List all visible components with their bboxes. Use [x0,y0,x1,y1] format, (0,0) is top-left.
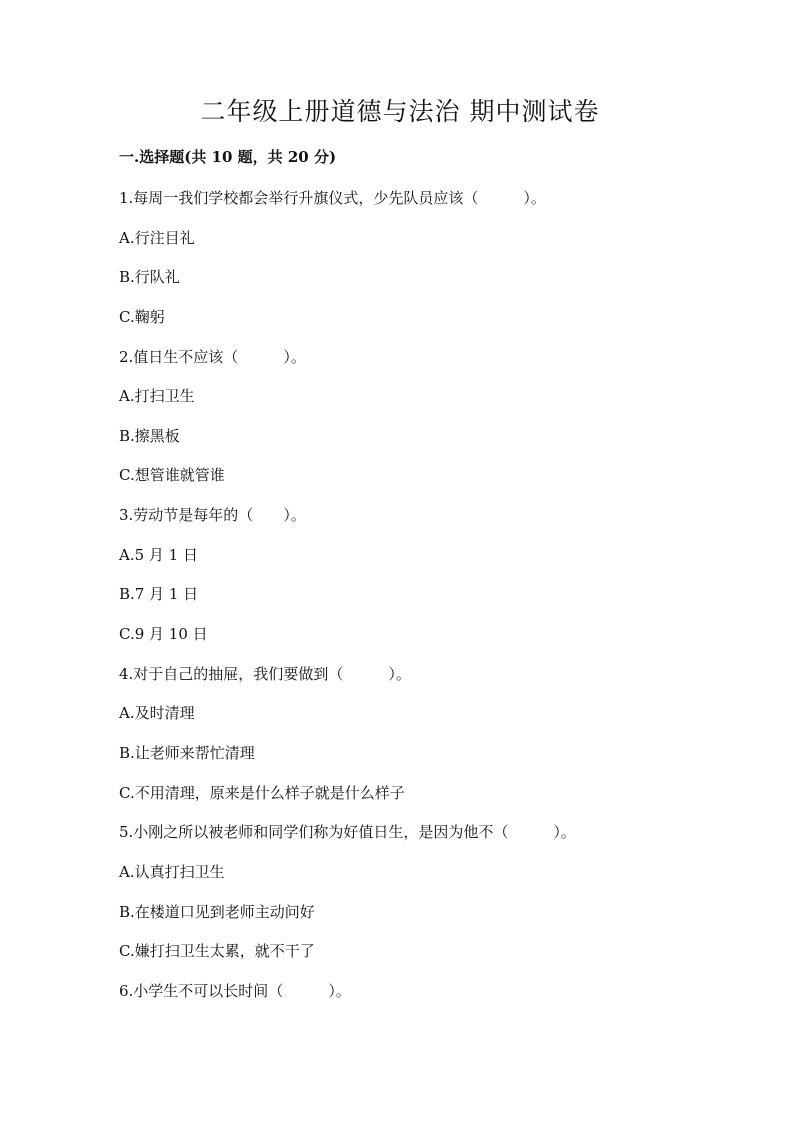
question-4: 4.对于自己的抽屉，我们要做到（ ）。 [119,664,411,683]
question-1-option-c: C.鞠躬 [119,307,165,326]
question-5-option-b: B.在楼道口见到老师主动问好 [119,902,315,921]
question-2-option-b: B.擦黑板 [119,426,180,445]
section-heading: 一.选择题(共 10 题，共 20 分) [119,148,337,166]
question-1-option-b: B.行队礼 [119,268,180,287]
question-3-option-a: A.5 月 1 日 [119,545,198,564]
question-4-option-b: B.让老师来帮忙清理 [119,743,255,762]
question-2: 2.值日生不应该（ ）。 [119,347,306,366]
question-2-option-a: A.打扫卫生 [119,387,195,406]
question-5-option-c: C.嫌打扫卫生太累，就不干了 [119,942,315,961]
question-3: 3.劳动节是每年的（ ）。 [119,506,306,525]
question-6: 6.小学生不可以长时间（ ）。 [119,981,351,1000]
question-1: 1.每周一我们学校都会举行升旗仪式，少先队员应该（ ）。 [119,189,546,207]
question-5: 5.小刚之所以被老师和同学们称为好值日生，是因为他不（ ）。 [119,823,576,842]
question-3-option-c: C.9 月 10 日 [119,625,208,644]
question-1-option-a: A.行注目礼 [119,228,195,247]
question-3-option-b: B.7 月 1 日 [119,585,199,604]
exam-title: 二年级上册道德与法治 期中测试卷 [200,97,600,126]
question-5-option-a: A.认真打扫卫生 [119,862,225,881]
question-2-option-c: C.想管谁就管谁 [119,466,225,485]
question-4-option-a: A.及时清理 [119,704,195,723]
question-4-option-c: C.不用清理，原来是什么样子就是什么样子 [119,783,405,802]
question-list [119,185,576,1017]
